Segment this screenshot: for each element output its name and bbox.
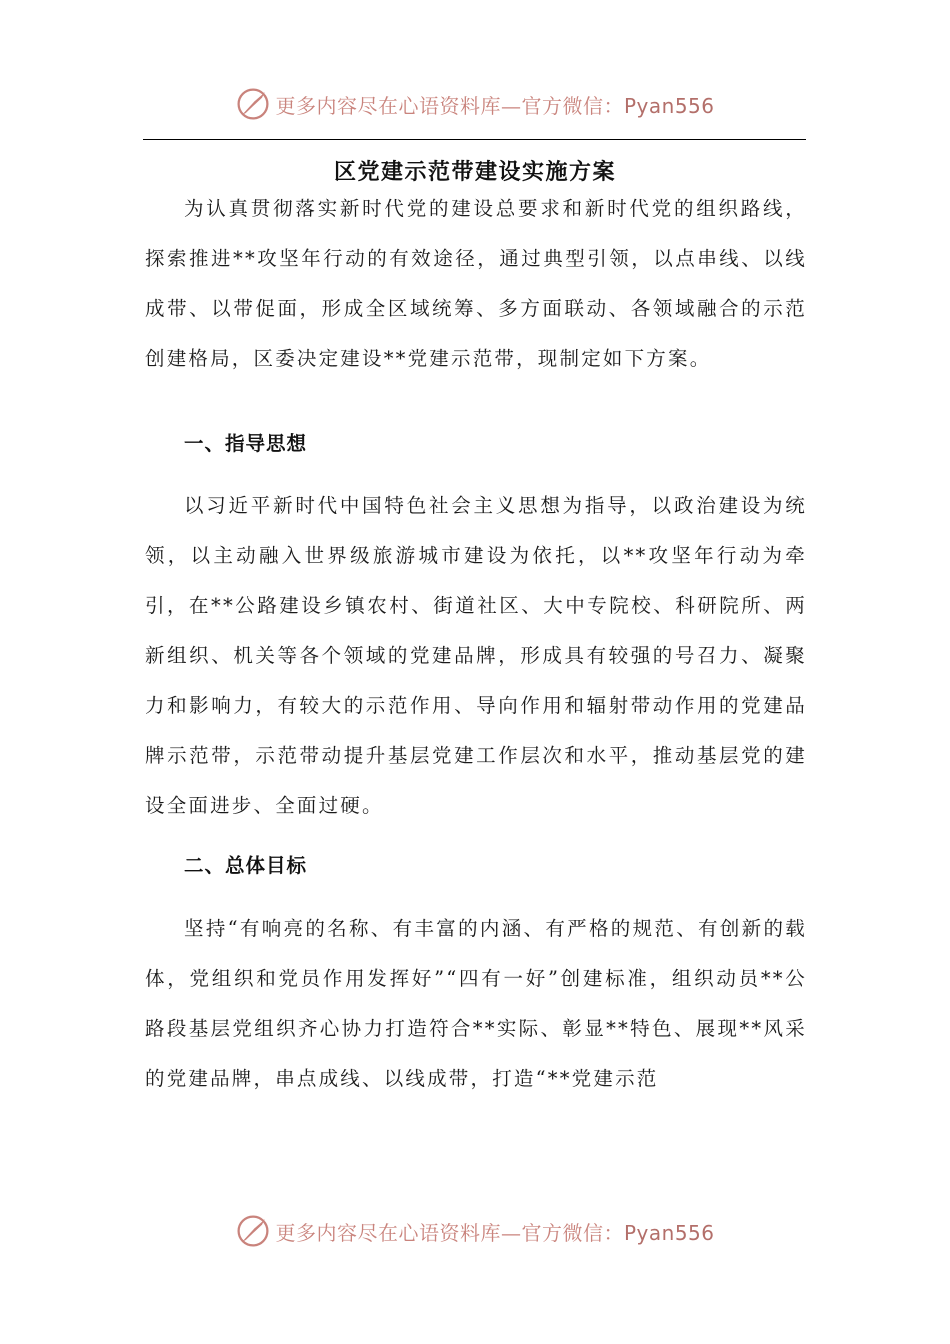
wechat-id: Pyan556 xyxy=(623,93,715,118)
section-body-guiding-ideology: 以习近平新时代中国特色社会主义思想为指导，以政治建设为统领，以主动融入世界级旅游城市建设为依托，以**攻坚年行动为牵引，在**公路建设乡镇农村、街道社区、大中专院校、科研院所、两新组织、机关等各个领域的党建品牌，形成具有较强的号召力、凝聚力和影响力，有较大的示范作用、导向作用和辐射带动作用的党建品牌示范带，示范带动提升基层党建工作层次和水平，推动基层党的建设全面进步、全面过硬。 xyxy=(145,494,807,817)
section-heading-guiding-ideology: 一、指导思想 xyxy=(184,432,308,455)
header-watermark-banner xyxy=(0,84,950,124)
document-title: 区党建示范带建设实施方案 xyxy=(333,160,616,185)
intro-paragraph: 为认真贯彻落实新时代党的建设总要求和新时代党的组织路线，探索推进**攻坚年行动的有效途径，通过典型引领，以点串线、以线成带、以带促面，形成全区域统筹、多方面联动、各领域融合的示范创建格局，区委决定建设**党建示范带，现制定如下方案。 xyxy=(145,197,807,370)
banner-text: 更多内容尽在心语资料库—官方微信：Pyan556 xyxy=(275,93,715,118)
section-body-overall-goal: 坚持“有响亮的名称、有丰富的内涵、有严格的规范、有创新的载体，党组织和党员作用发挥好”“四有一好”创建标准，组织动员**公路段基层党组织齐心协力打造符合**实际、彰显**特色、展现**风采的党建品牌，串点成线、以线成带，打造“**党建示范 xyxy=(145,917,807,1090)
header-rule xyxy=(143,139,806,140)
quill-logo-icon xyxy=(235,1213,271,1249)
banner-text: 更多内容尽在心语资料库—官方微信：Pyan556 xyxy=(275,1220,715,1245)
footer-watermark-banner xyxy=(0,1211,950,1251)
wechat-id: Pyan556 xyxy=(623,1220,715,1245)
section-heading-overall-goal: 二、总体目标 xyxy=(184,854,308,877)
quill-logo-icon xyxy=(235,86,271,122)
